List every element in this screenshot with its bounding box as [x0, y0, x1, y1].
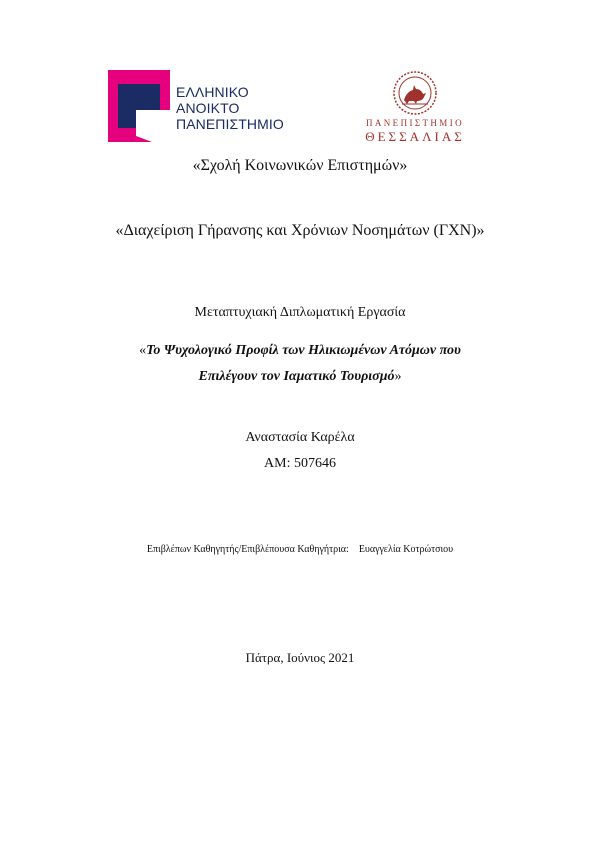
program-name: «Διαχείριση Γήρανσης και Χρόνιων Νοσημάτων (ΓΧΝ)» — [115, 222, 485, 239]
supervisor-label: Επιβλέπων Καθηγητής/Επιβλέπουσα Καθηγήτρια: — [146, 544, 349, 555]
thesis-type: Μεταπτυχιακή Διπλωματική Εργασία — [194, 305, 406, 320]
thesis-title-line-1 — [0, 343, 600, 359]
supervisor-line — [0, 544, 600, 555]
thesis-title-line-2 — [0, 369, 600, 385]
hou-logo-text — [176, 84, 284, 132]
university-of-thessaly-logo — [355, 70, 475, 142]
hou-logo-line-3: ΠΑΝΕΠΙΣΤΗΜΙΟ — [176, 116, 284, 132]
title-line-2-text: Επιλέγουν τον Ιαματικό Τουρισμό — [198, 369, 395, 384]
supervisor-name: Ευαγγελία Κοτρώτσιου — [358, 544, 454, 555]
title-open-quote: « — [139, 343, 147, 358]
title-close-quote: » — [394, 369, 402, 384]
uth-logo-line-1: ΠΑΝΕΠΙΣΤΗΜΙΟ — [365, 118, 465, 128]
hou-logo-line-2: ΑΝΟΙΚΤΟ — [176, 100, 240, 116]
author-name: Αναστασία Καρέλα — [245, 430, 355, 445]
thessaly-seal-icon — [392, 70, 438, 116]
title-line-1-text: Το Ψυχολογικό Προφίλ των Ηλικιωμένων Ατόμων που — [146, 343, 461, 358]
school-name: «Σχολή Κοινωνικών Επιστημών» — [192, 157, 408, 174]
hou-logo-line-1: ΕΛΛΗΝΙΚΟ — [176, 84, 249, 100]
hou-logo-mark — [108, 70, 178, 142]
place-date: Πάτρα, Ιούνιος 2021 — [245, 650, 355, 665]
uth-logo-line-2: ΘΕΣΣΑΛΙΑΣ — [365, 129, 465, 144]
student-id: ΑΜ: 507646 — [264, 456, 336, 471]
